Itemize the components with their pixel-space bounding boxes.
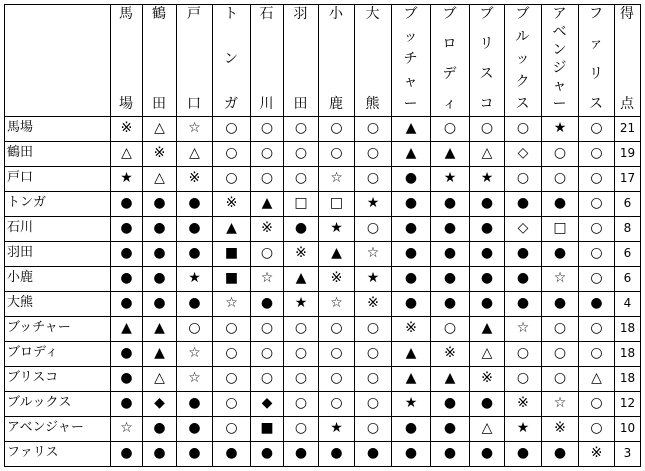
result-cell: ▲ [226,220,237,236]
result-cell: ● [120,370,133,386]
row-label: ブルックス [7,395,72,410]
grid-hline [4,4,641,5]
column-header-char: ガ [224,96,238,112]
column-header-char: 田 [152,96,166,112]
result-cell: ■ [260,420,274,436]
result-cell: ○ [366,170,380,186]
score-cell: 19 [619,146,636,160]
result-cell: ◆ [154,395,165,411]
score-cell: 12 [619,396,636,410]
column-header-char: 鶴 [152,6,166,22]
row-label: 馬場 [7,120,34,135]
result-cell: ● [225,445,238,461]
result-cell: ○ [225,395,238,411]
result-cell: ※ [444,345,456,361]
result-cell: ※ [590,445,603,461]
result-cell: ● [188,245,201,261]
column-header-char: ベ [552,24,567,40]
column-header-char: ン [552,42,567,58]
column-header-char: ト [224,6,238,22]
column-header-char: ッ [403,28,418,45]
result-cell: □ [294,195,308,211]
result-cell: ● [260,445,274,461]
result-cell: ● [120,270,133,286]
result-cell: ※ [295,245,307,261]
result-cell: ☆ [188,345,201,361]
result-cell: ☆ [330,170,343,186]
column-header-char: ァ [589,36,603,52]
result-cell: ○ [260,345,274,361]
result-cell: ○ [260,170,274,186]
score-cell: 18 [619,346,636,360]
result-cell: ○ [260,145,274,161]
result-cell: ● [188,395,201,411]
result-cell: ○ [225,170,238,186]
result-cell: ● [404,195,418,211]
result-cell: ● [443,395,457,411]
result-cell: ▲ [444,370,456,386]
result-cell: ● [188,445,201,461]
result-cell: ○ [366,320,380,336]
result-cell: ★ [366,195,380,211]
result-cell: ▲ [154,345,165,361]
result-cell: ● [153,245,166,261]
result-cell: ★ [294,295,308,311]
score-cell: 3 [623,446,632,460]
result-cell: ● [516,295,530,311]
score-cell: 18 [619,321,636,335]
column-header-char: 場 [119,96,133,112]
result-cell: ○ [590,145,603,161]
result-cell: ○ [516,370,530,386]
row-label: 大熊 [7,295,34,310]
result-cell: ● [590,295,603,311]
result-cell: ● [294,220,308,236]
result-cell: ※ [330,270,343,286]
result-cell: ○ [590,420,603,436]
result-cell: ○ [590,270,603,286]
result-cell: ※ [188,170,201,186]
result-cell: ▲ [405,345,417,361]
score-cell: 10 [619,421,636,435]
result-cell: ○ [330,145,343,161]
result-cell: ● [480,195,494,211]
result-cell: ○ [188,320,201,336]
result-cell: ★ [188,270,201,286]
row-label: ファリス [7,445,59,460]
result-cell: ● [443,445,457,461]
result-cell: ○ [330,370,343,386]
result-cell: ○ [225,145,238,161]
result-cell: △ [481,345,493,361]
result-cell: ● [188,195,201,211]
row-label: トンガ [7,195,47,210]
result-cell: ● [516,245,530,261]
result-cell: △ [154,120,165,136]
column-header-char: 戸 [187,6,201,22]
column-header-char: 羽 [293,6,308,22]
result-cell: ○ [553,370,567,386]
result-cell: ○ [590,320,603,336]
result-cell: ■ [224,270,239,286]
score-cell: 17 [619,171,636,185]
grid-vline [640,4,641,467]
result-cell: △ [154,370,165,386]
result-cell: ★ [480,170,494,186]
result-cell: ※ [554,420,566,436]
result-cell: ○ [330,120,343,136]
result-cell: ○ [294,120,308,136]
result-cell: ○ [366,370,380,386]
column-header-char: フ [589,6,603,22]
result-cell: ● [120,295,133,311]
result-cell: ○ [443,120,457,136]
grid-hline [4,466,641,467]
result-cell: ● [330,445,343,461]
row-label: 小鹿 [7,270,34,285]
result-cell: ○ [260,120,274,136]
result-cell: ■ [224,245,239,261]
result-cell: △ [591,370,602,386]
column-header-char: ン [224,51,238,67]
result-cell: ○ [553,145,567,161]
result-cell: ○ [294,320,308,336]
column-header-char: ル [515,28,530,45]
result-cell: ▲ [405,370,417,386]
result-cell: ● [443,220,457,236]
result-cell: ○ [516,120,530,136]
column-header-char: ャ [552,78,567,94]
result-cell: ☆ [330,295,343,311]
result-cell: ○ [294,420,308,436]
result-cell: ○ [330,320,343,336]
result-cell: ○ [294,345,308,361]
score-cell: 6 [623,271,632,285]
result-cell: ※ [481,370,493,386]
grid-vline [4,4,5,467]
result-cell: ● [188,220,201,236]
result-cell: ● [188,420,201,436]
result-cell: ○ [443,320,457,336]
result-cell: ● [153,295,166,311]
column-header-char: ス [589,96,603,112]
column-header-char: 川 [259,96,274,112]
result-cell: ▲ [331,245,342,261]
result-cell: ● [153,420,166,436]
column-header-char: 得 [620,6,634,22]
result-cell: ● [153,445,166,461]
result-cell: ○ [366,420,380,436]
result-cell: △ [121,145,132,161]
result-cell: △ [154,170,165,186]
row-label: 石川 [7,220,34,235]
result-cell: ● [516,270,530,286]
result-cell: ○ [590,220,603,236]
result-cell: ★ [553,120,567,136]
result-cell: ○ [553,320,567,336]
result-cell: ● [480,220,494,236]
result-cell: ○ [225,420,238,436]
result-cell: ○ [553,170,567,186]
result-cell: ※ [367,295,379,311]
result-cell: ● [443,195,457,211]
result-cell: ● [153,270,166,286]
result-cell: ▲ [405,145,417,161]
result-cell: ○ [330,395,343,411]
column-header-char: ブ [442,6,457,22]
result-cell: ○ [225,370,238,386]
result-cell: ● [404,270,418,286]
row-label: アベンジャー [7,420,84,435]
column-header-char: リ [589,66,603,82]
result-cell: ▲ [444,145,456,161]
result-cell: ○ [294,170,308,186]
result-cell: ☆ [188,120,201,136]
result-cell: ▲ [405,120,417,136]
column-header-char: ー [552,96,567,112]
row-label: 戸口 [7,170,34,185]
score-cell: 21 [619,121,636,135]
column-header-char: ブ [479,6,494,22]
result-cell: ○ [366,145,380,161]
result-cell: ○ [590,345,603,361]
result-cell: △ [481,145,493,161]
result-cell: ● [260,295,274,311]
result-cell: ● [120,395,133,411]
result-cell: ○ [590,395,603,411]
result-cell: ▲ [481,320,493,336]
result-cell: ● [480,395,494,411]
result-cell: ○ [294,395,308,411]
result-cell: ● [404,170,418,186]
result-cell: ● [480,295,494,311]
column-header-char: 馬 [119,6,133,22]
result-cell: ● [553,195,567,211]
result-cell: ☆ [553,270,567,286]
result-cell: △ [481,420,493,436]
result-cell: ※ [120,120,133,136]
result-cell: ● [443,295,457,311]
result-cell: ● [516,195,530,211]
result-cell: ● [480,245,494,261]
result-cell: □ [329,195,344,211]
result-cell: ○ [590,245,603,261]
column-header-char: ジ [552,60,567,76]
result-cell: ★ [120,170,133,186]
result-cell: ○ [260,245,274,261]
result-cell: ● [120,245,133,261]
row-label: ブロディ [7,345,58,360]
result-cell: ☆ [120,420,133,436]
column-header-char: ア [552,6,567,22]
result-cell: ● [120,220,133,236]
result-cell: ● [516,445,530,461]
result-cell: ● [120,195,133,211]
row-label: 鶴田 [7,145,34,160]
result-cell: ○ [294,370,308,386]
result-cell: ○ [516,170,530,186]
result-cell: ● [153,220,166,236]
result-cell: ○ [590,170,603,186]
result-cell: ● [553,245,567,261]
result-cell: ★ [404,395,418,411]
result-cell: ※ [517,395,529,411]
result-cell: ○ [366,395,380,411]
result-cell: ☆ [516,320,530,336]
result-cell: ☆ [260,270,274,286]
column-header-char: 鹿 [329,96,343,112]
column-header-char: 大 [365,6,380,22]
score-cell: 4 [623,296,632,310]
column-header-char: ー [403,96,418,112]
result-cell: ● [443,245,457,261]
result-cell: ○ [225,320,238,336]
result-cell: ● [188,295,201,311]
column-header-char: 点 [620,96,634,112]
result-cell: □ [553,220,567,236]
column-header-char: ッ [515,51,530,67]
result-cell: ※ [405,320,417,336]
column-header-char: 熊 [365,96,380,112]
result-cell: ◆ [261,395,273,411]
result-cell: ● [153,195,166,211]
result-cell: ★ [330,220,343,236]
result-cell: ※ [153,145,166,161]
result-cell: ● [404,245,418,261]
result-cell: ○ [516,345,530,361]
result-cell: ○ [480,120,494,136]
column-header-char: 石 [259,6,274,22]
column-header-char: 口 [187,96,201,112]
result-cell: ● [443,420,457,436]
score-cell: 6 [623,246,632,260]
column-header-char: チ [403,51,418,67]
result-cell: ☆ [366,245,380,261]
result-cell: ◇ [517,220,529,236]
result-cell: ◇ [517,145,529,161]
result-cell: ▲ [154,320,165,336]
score-cell: 6 [623,196,632,210]
result-cell: ○ [260,320,274,336]
column-header-char: ロ [442,36,457,52]
result-cell: ▲ [121,320,132,336]
result-cell: ○ [294,145,308,161]
result-cell: ● [553,445,567,461]
column-header-char: ス [515,96,530,112]
column-header-char: デ [442,66,457,82]
row-label: 羽田 [7,245,34,260]
result-cell: ● [404,420,418,436]
result-cell: ★ [516,420,530,436]
column-header-char: 小 [329,6,343,22]
result-cell: ● [404,295,418,311]
result-cell: ○ [590,120,603,136]
column-header-char: コ [479,96,494,112]
score-cell: 18 [619,371,636,385]
result-cell: ※ [225,195,238,211]
result-cell: ● [366,445,380,461]
result-cell: ☆ [553,395,567,411]
result-cell: ☆ [225,295,238,311]
result-cell: △ [189,145,200,161]
results-table [4,4,640,467]
result-cell: ★ [330,420,343,436]
result-cell: ● [120,345,133,361]
result-cell: ※ [261,220,273,236]
result-cell: ● [404,445,418,461]
column-header-char: 田 [293,96,308,112]
result-cell: ▲ [261,195,273,211]
result-cell: ○ [590,195,603,211]
result-cell: ☆ [188,370,201,386]
result-cell: ● [553,295,567,311]
column-header-char: ク [515,73,530,90]
column-header-char: リ [479,36,494,52]
column-header-char: ブ [515,6,530,22]
score-cell: 8 [623,221,632,235]
result-cell: ▲ [295,270,307,286]
row-label: ブリスコ [7,370,59,385]
result-cell: ★ [366,270,380,286]
result-cell: ● [404,220,418,236]
result-cell: ★ [443,170,457,186]
result-cell: ● [480,445,494,461]
result-cell: ○ [366,345,380,361]
result-cell: ● [443,270,457,286]
result-cell: ○ [553,345,567,361]
result-cell: ● [120,445,133,461]
column-header-char: ブ [403,6,418,22]
column-header-char: ィ [442,96,457,112]
column-header-char: ャ [403,73,418,90]
result-cell: ○ [225,120,238,136]
result-cell: ○ [366,220,380,236]
result-cell: ● [294,445,308,461]
row-label: ブッチャー [7,320,71,335]
result-cell: ○ [260,370,274,386]
column-header-char: ス [479,66,494,82]
result-cell: ○ [225,345,238,361]
result-cell: ● [480,270,494,286]
result-cell: ○ [366,120,380,136]
result-cell: ○ [330,345,343,361]
